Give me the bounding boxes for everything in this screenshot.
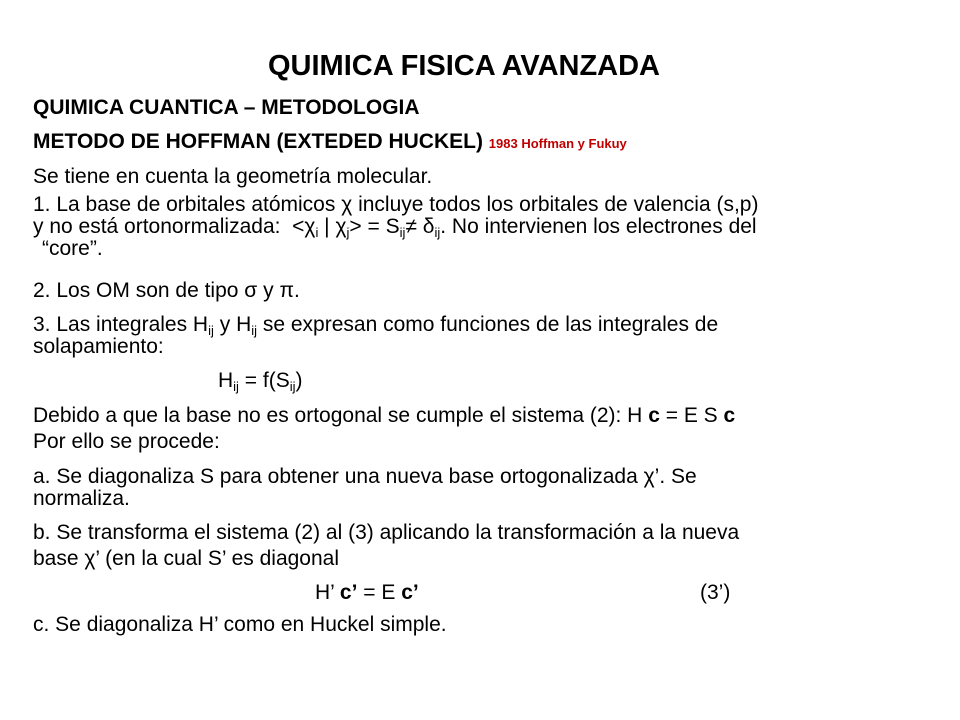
chi-j-symbol: χ xyxy=(335,215,347,238)
slide-title: QUIMICA FISICA AVANZADA xyxy=(267,50,660,82)
point-3-text-a: 3. Las integrales H xyxy=(33,313,209,336)
paragraph-system-2 xyxy=(33,405,735,427)
heading-quimica-cuantica: QUIMICA CUANTICA – METODOLOGIA xyxy=(33,96,420,119)
subscript-ij: ij xyxy=(233,379,239,394)
vector-c-prime: c’ xyxy=(339,581,358,604)
eq1-mid: = f(S xyxy=(244,369,290,392)
subscript-ij: ij xyxy=(399,225,406,240)
step-a-line-2: normaliza. xyxy=(33,487,130,510)
p4-text-b: = E S xyxy=(665,404,718,427)
equation-3-prime xyxy=(315,582,419,604)
eq1-end: ) xyxy=(295,369,303,392)
chi-symbol: χ xyxy=(643,465,655,488)
sigma-symbol: σ xyxy=(244,279,258,302)
step-b-line-1: b. Se transforma el sistema (2) al (3) aplicando la transformación a la nueva xyxy=(33,521,740,544)
point-2-and: y xyxy=(263,279,274,302)
step-b-text-c: ’ (en la cual S’ es diagonal xyxy=(95,547,340,570)
subscript-ij: ij xyxy=(208,323,214,338)
subscript-j: j xyxy=(346,225,350,240)
step-c: c. Se diagonaliza H’ como en Huckel simple. xyxy=(33,613,447,636)
eq2-h: H’ xyxy=(315,581,335,604)
vector-c-prime: c’ xyxy=(401,581,419,604)
eq2-mid: = E xyxy=(363,581,396,604)
heading-metodo-note: 1983 Hoffman y Fukuy xyxy=(488,136,627,151)
delta-symbol: δ xyxy=(422,215,435,238)
heading-metodo-main: METODO DE HOFFMAN (EXTEDED HUCKEL) xyxy=(33,130,483,153)
equation-number: (3’) xyxy=(700,581,731,604)
bracket-bar: | xyxy=(324,215,330,238)
point-3-line-1 xyxy=(33,314,718,336)
vector-c: c xyxy=(648,404,660,427)
step-a-text-b: ’. Se xyxy=(654,465,697,488)
step-a-line-1 xyxy=(33,466,697,488)
heading-metodo-hoffman xyxy=(33,131,627,155)
point-1-line-2 xyxy=(33,216,757,238)
point-1-text-d: . No intervienen los electrones del xyxy=(440,215,757,238)
point-1-text-a: 1. La base de orbitales atómicos xyxy=(33,193,336,216)
equation-hij xyxy=(218,370,303,392)
step-a-text-a: a. Se diagonaliza S para obtener una nueva base ortogonalizada xyxy=(33,465,638,488)
point-3-text-b: se expresan como funciones de las integrales de xyxy=(262,313,719,336)
chi-symbol: χ xyxy=(84,547,96,570)
paragraph-geometry: Se tiene en cuenta la geometría molecular. xyxy=(33,165,433,188)
bracket-close-equals: > = S xyxy=(349,215,400,238)
eq1-h: H xyxy=(218,369,234,392)
bracket-open: < xyxy=(292,215,305,238)
point-1-line-1 xyxy=(33,194,758,216)
chi-i-symbol: χ xyxy=(304,215,316,238)
paragraph-procedure: Por ello se procede: xyxy=(33,430,220,453)
vector-c: c xyxy=(723,404,736,427)
point-1-text-c: y no está ortonormalizada: xyxy=(33,215,281,238)
step-b-line-2 xyxy=(33,548,339,570)
step-b-text-b: base xyxy=(33,547,79,570)
pi-symbol: π xyxy=(279,279,294,302)
subscript-ij: ij xyxy=(289,379,296,394)
point-2-period: . xyxy=(293,279,300,302)
subscript-ij: ij xyxy=(251,323,258,338)
point-3-text-y: y H xyxy=(219,313,252,336)
not-equal-symbol: ≠ xyxy=(405,215,417,238)
point-2 xyxy=(33,280,300,302)
point-3-line-2: solapamiento: xyxy=(33,335,164,358)
point-1-line-3: “core”. xyxy=(42,237,103,260)
subscript-ij: ij xyxy=(434,225,441,240)
chi-symbol: χ xyxy=(341,193,353,216)
point-2-text: 2. Los OM son de tipo xyxy=(33,279,239,302)
p4-text-a: Debido a que la base no es ortogonal se cumple el sistema (2): H xyxy=(33,404,643,427)
point-1-text-b: incluye todos los orbitales de valencia (s,p) xyxy=(358,193,759,216)
subscript-i: i xyxy=(315,225,319,240)
